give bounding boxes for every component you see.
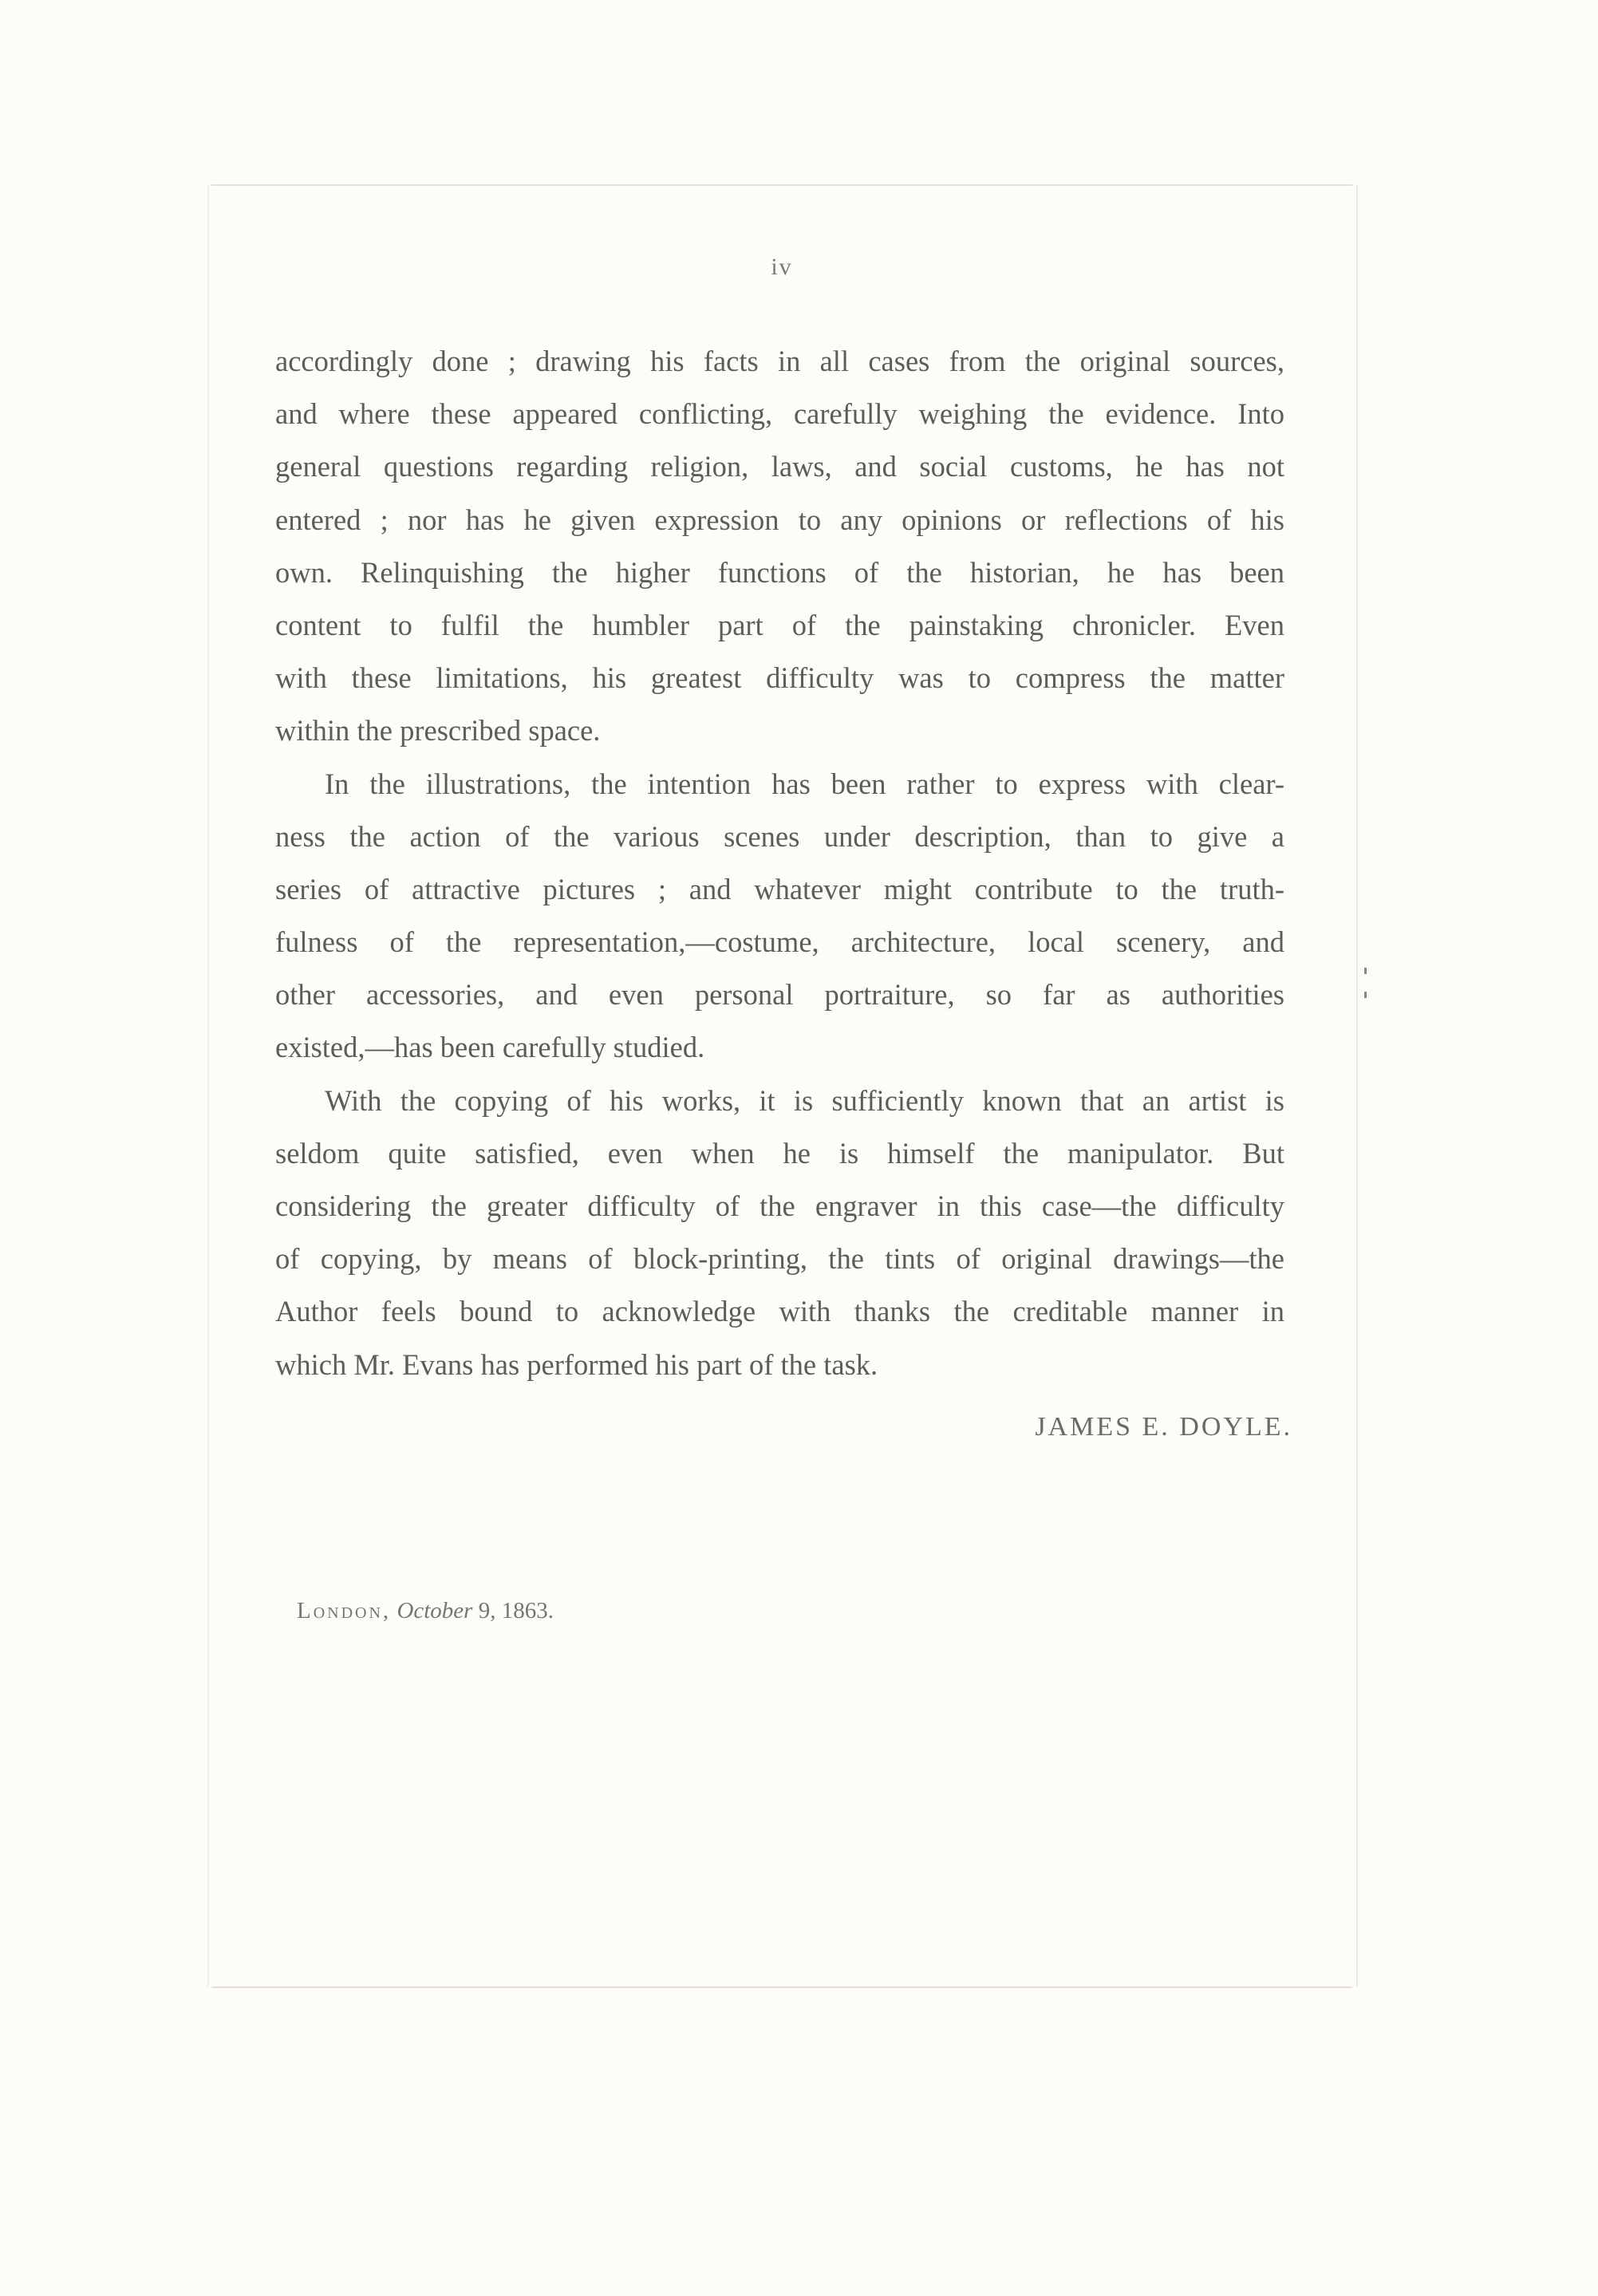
text-line: series of attractive pictures ; and whatever might contribute to the truth- — [275, 872, 1284, 905]
text-line: entered ; nor has he given expression to any opinions or reflections of his — [275, 503, 1284, 536]
preface-body — [275, 335, 1284, 1391]
dateline — [297, 1598, 554, 1624]
margin-mark — [1364, 968, 1367, 974]
text-line: and where these appeared conflicting, carefully weighing the evidence. Into — [275, 397, 1284, 431]
text-line: with these limitations, his greatest difficulty was to compress the matter — [275, 661, 1284, 695]
plate-border-bottom — [211, 1986, 1352, 1988]
text-line: other accessories, and even personal portraiture, so far as authorities — [275, 978, 1284, 1012]
text-line: general questions regarding religion, laws, and social customs, he has not — [275, 450, 1284, 483]
plate-border-top — [211, 184, 1352, 186]
text-line: within the prescribed space. — [275, 714, 601, 748]
page-number: iv — [771, 254, 793, 280]
text-line: fulness of the representation,—costume, architecture, local scenery, and — [275, 925, 1284, 959]
author-signature: JAMES E. DOYLE. — [1035, 1412, 1292, 1442]
text-line: accordingly done ; drawing his facts in all cases from the original sources, — [275, 345, 1284, 377]
text-line: Author feels bound to acknowledge with thanks the creditable manner in — [275, 1295, 1284, 1328]
plate-border-right — [1356, 185, 1358, 1986]
dateline-place: London, — [297, 1598, 392, 1623]
text-line: With the copying of his works, it is sufficiently known that an artist is — [325, 1083, 1284, 1117]
margin-mark — [1364, 992, 1367, 998]
text-line: In the illustrations, the intention has been rather to express with clear- — [325, 767, 1284, 800]
paragraph — [275, 335, 1284, 758]
plate-border-left — [207, 185, 209, 1986]
text-line: considering the greater difficulty of the engraver in this case—the difficulty — [275, 1189, 1284, 1222]
paragraph — [275, 758, 1284, 1075]
text-line: which Mr. Evans has performed his part of the task. — [275, 1347, 878, 1381]
text-line: ness the action of the various scenes under description, than to give a — [275, 819, 1284, 853]
dateline-month: October — [397, 1598, 473, 1623]
text-line: own. Relinquishing the higher functions of the historian, he has been — [275, 555, 1284, 589]
text-line: existed,—has been carefully studied. — [275, 1031, 705, 1064]
paragraph — [275, 1075, 1284, 1391]
text-line: of copying, by means of block-printing, the tints of original drawings—the — [275, 1242, 1284, 1276]
dateline-day-year: 9, 1863. — [478, 1598, 554, 1623]
text-line: seldom quite satisfied, even when he is himself the manipulator. But — [275, 1136, 1284, 1170]
text-line: content to fulfil the humbler part of the painstaking chronicler. Even — [275, 608, 1284, 641]
